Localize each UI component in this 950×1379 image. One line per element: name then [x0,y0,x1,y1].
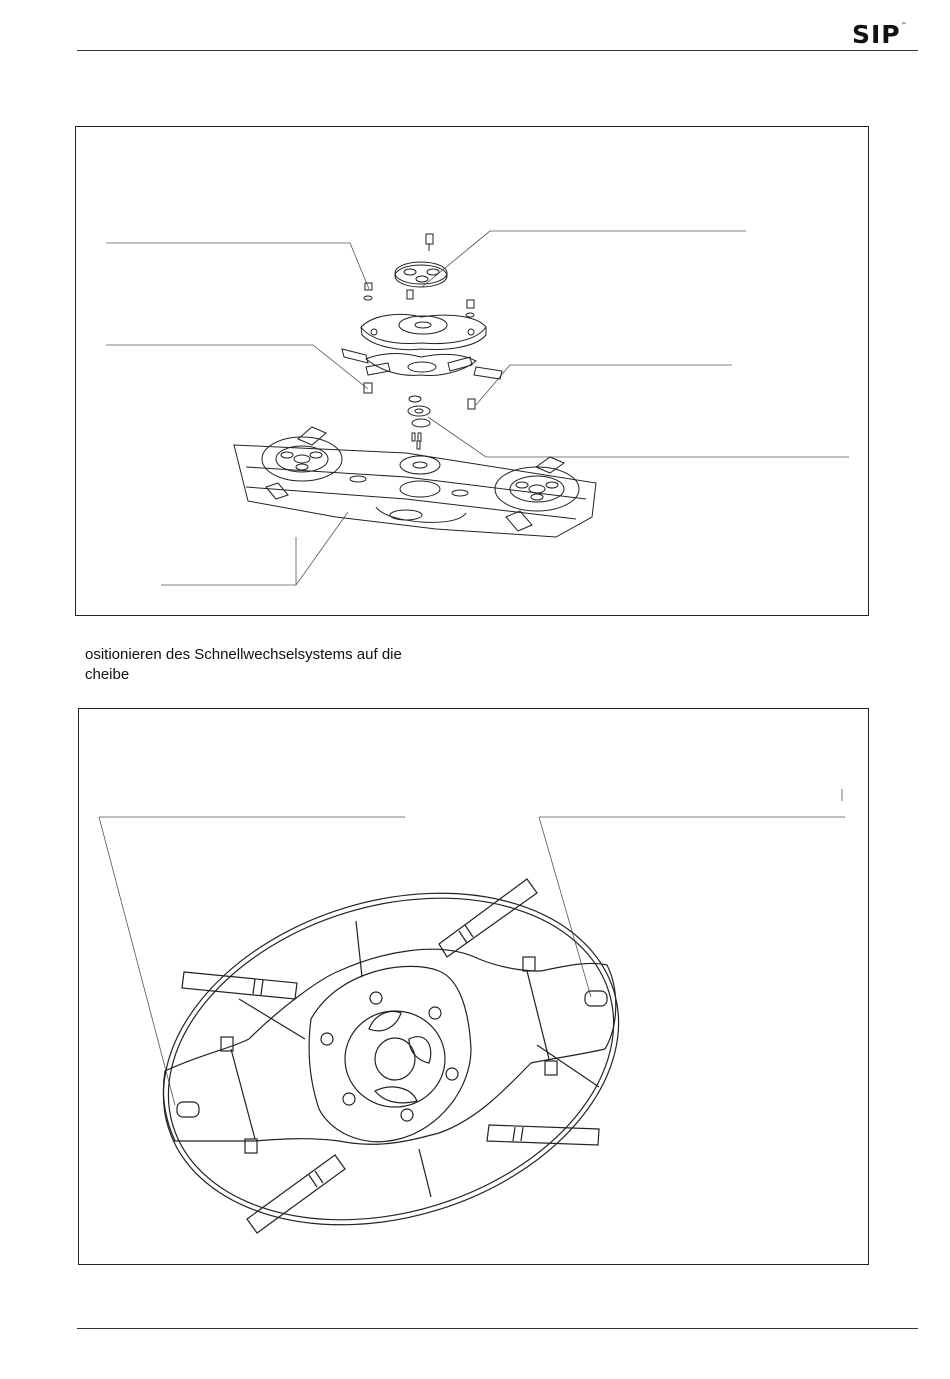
page-logo [852,20,908,49]
main-disc [361,314,486,349]
blades [182,879,599,1233]
logo-text: SIP [852,20,901,49]
quick-change-plate [395,262,447,299]
caption-line-2: cheibe [85,666,130,683]
center-hub [309,966,471,1141]
top-bolt [426,234,433,251]
cutter-disc-top-view-drawing [79,709,868,1264]
trademark-mark: ™ [900,22,908,29]
caption-line-1: ositionieren des Schnellwechselsystems auf die [85,646,402,663]
outer-disc [122,840,660,1264]
blade-bolts [221,957,557,1153]
nut-set-right [466,300,475,409]
exploded-disc-assembly-drawing [76,127,868,615]
figure-top-view [78,708,869,1265]
leader-lines [99,789,845,1105]
figure-exploded-view [75,126,869,616]
header-rule [77,50,918,51]
footer-rule [77,1328,918,1329]
figure-caption [85,645,402,685]
knife-holder-plate [342,349,502,379]
cutter-bar [234,427,596,537]
hub-stack [408,396,430,449]
knife-holder-plate [163,949,615,1144]
knife-slots [177,991,607,1117]
